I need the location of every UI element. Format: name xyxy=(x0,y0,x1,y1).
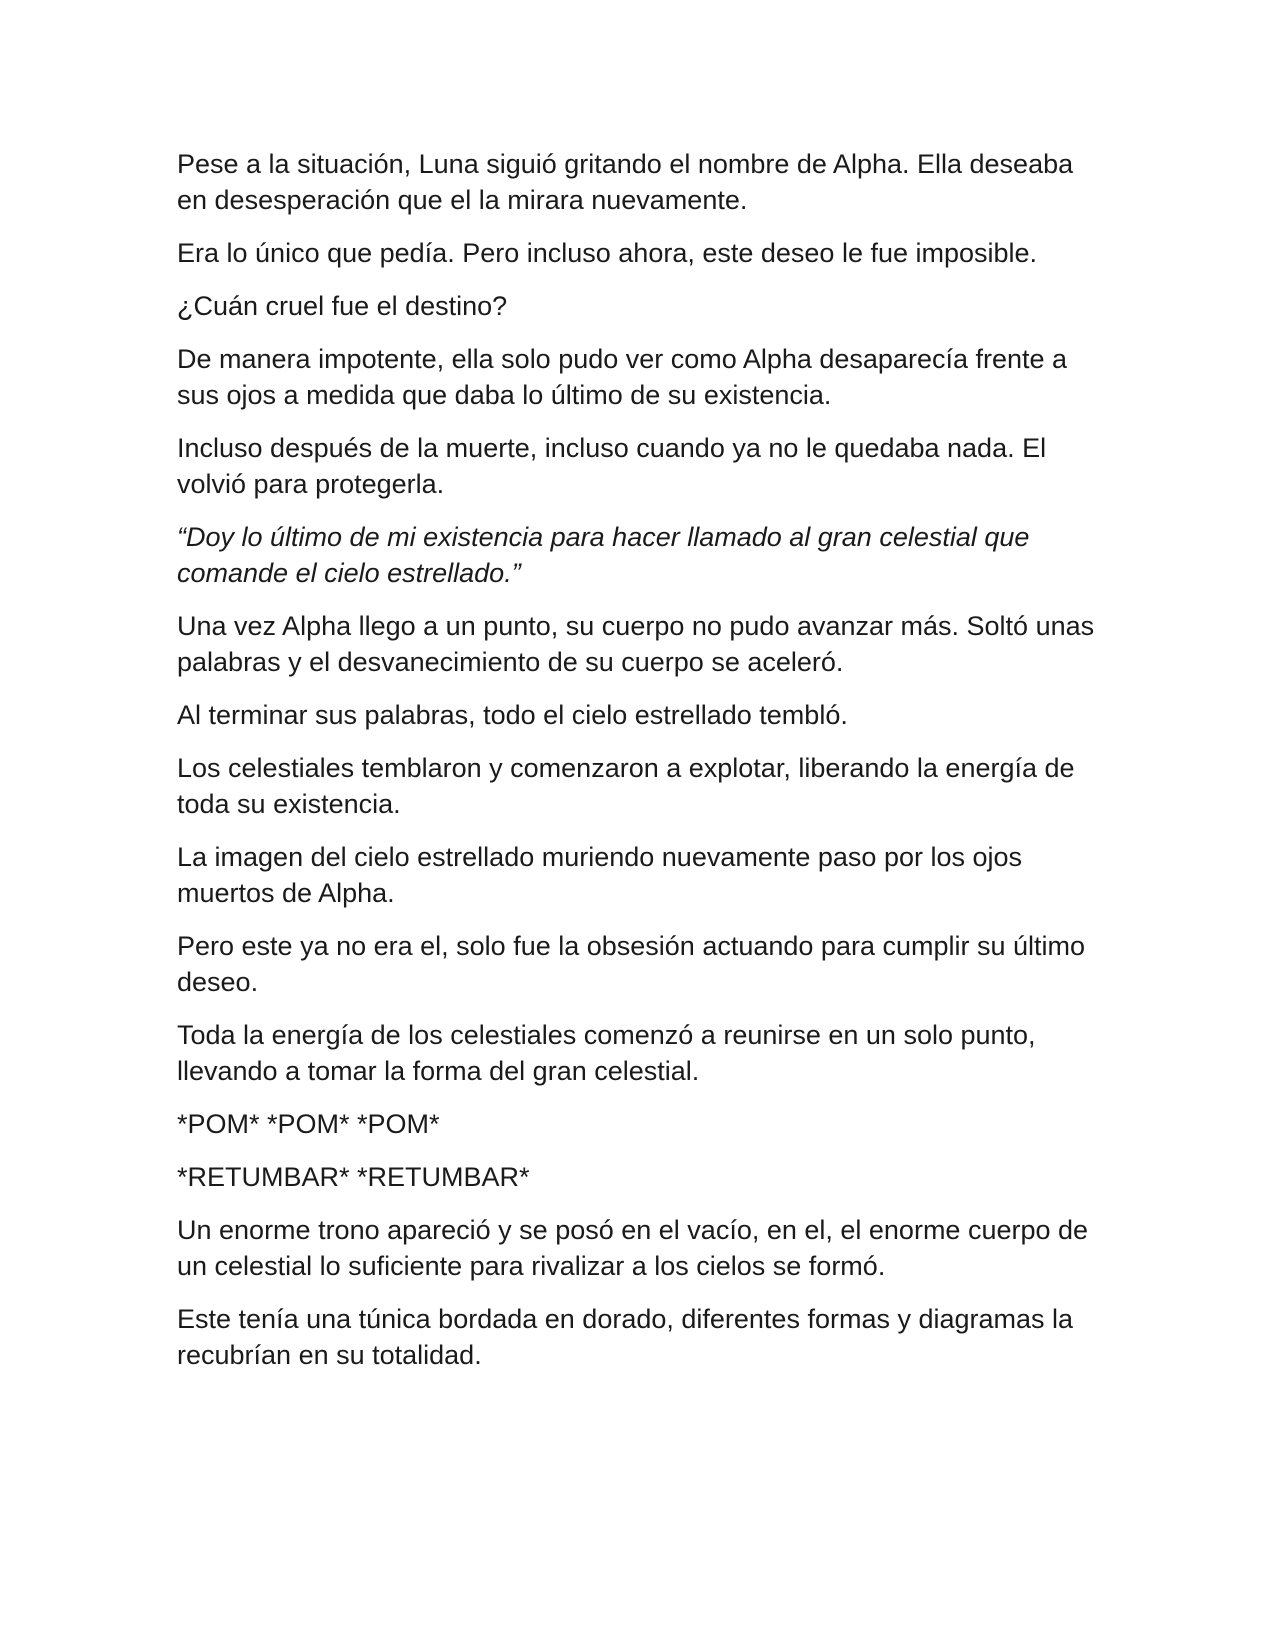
paragraph-3: ¿Cuán cruel fue el destino? xyxy=(177,291,508,321)
paragraph-11: Pero este ya no era el, solo fue la obsesión actuando para cumplir su último deseo. xyxy=(177,931,1086,997)
paragraph-1: Pese a la situación, Luna siguió gritando el nombre de Alpha. Ella deseaba en desesperación que el la mirara nuevamente. xyxy=(177,149,1074,215)
paragraph-8: Al terminar sus palabras, todo el cielo estrellado tembló. xyxy=(177,700,848,730)
paragraph-12: Toda la energía de los celestiales comenzó a reunirse en un solo punto, llevando a tomar la forma del gran celestial. xyxy=(177,1020,1036,1086)
paragraph-16: Este tenía una túnica bordada en dorado, diferentes formas y diagramas la recubrían en su totalidad. xyxy=(177,1304,1074,1370)
paragraph-14: *RETUMBAR* *RETUMBAR* xyxy=(177,1162,530,1192)
paragraph-5: Incluso después de la muerte, incluso cuando ya no le quedaba nada. El volvió para protegerla. xyxy=(177,433,1047,499)
paragraph-15: Un enorme trono apareció y se posó en el vacío, en el, el enorme cuerpo de un celestial lo suficiente para rivalizar a los cielos se formó. xyxy=(177,1215,1089,1281)
paragraph-7: Una vez Alpha llego a un punto, su cuerpo no pudo avanzar más. Soltó unas palabras y el desvanecimiento de su cuerpo se aceleró. xyxy=(177,611,1095,677)
paragraph-10: La imagen del cielo estrellado muriendo nuevamente paso por los ojos muertos de Alpha. xyxy=(177,842,1023,908)
paragraph-6-quote: “Doy lo último de mi existencia para hacer llamado al gran celestial que comande el cielo estrellado.” xyxy=(177,522,1030,588)
paragraph-13: *POM* *POM* *POM* xyxy=(177,1109,440,1139)
paragraph-4: De manera impotente, ella solo pudo ver como Alpha desaparecía frente a sus ojos a medida que daba lo último de su existencia. xyxy=(177,344,1068,410)
paragraph-9: Los celestiales temblaron y comenzaron a explotar, liberando la energía de toda su existencia. xyxy=(177,753,1075,819)
paragraph-2: Era lo único que pedía. Pero incluso ahora, este deseo le fue imposible. xyxy=(177,238,1038,268)
body-text xyxy=(177,146,1107,1390)
